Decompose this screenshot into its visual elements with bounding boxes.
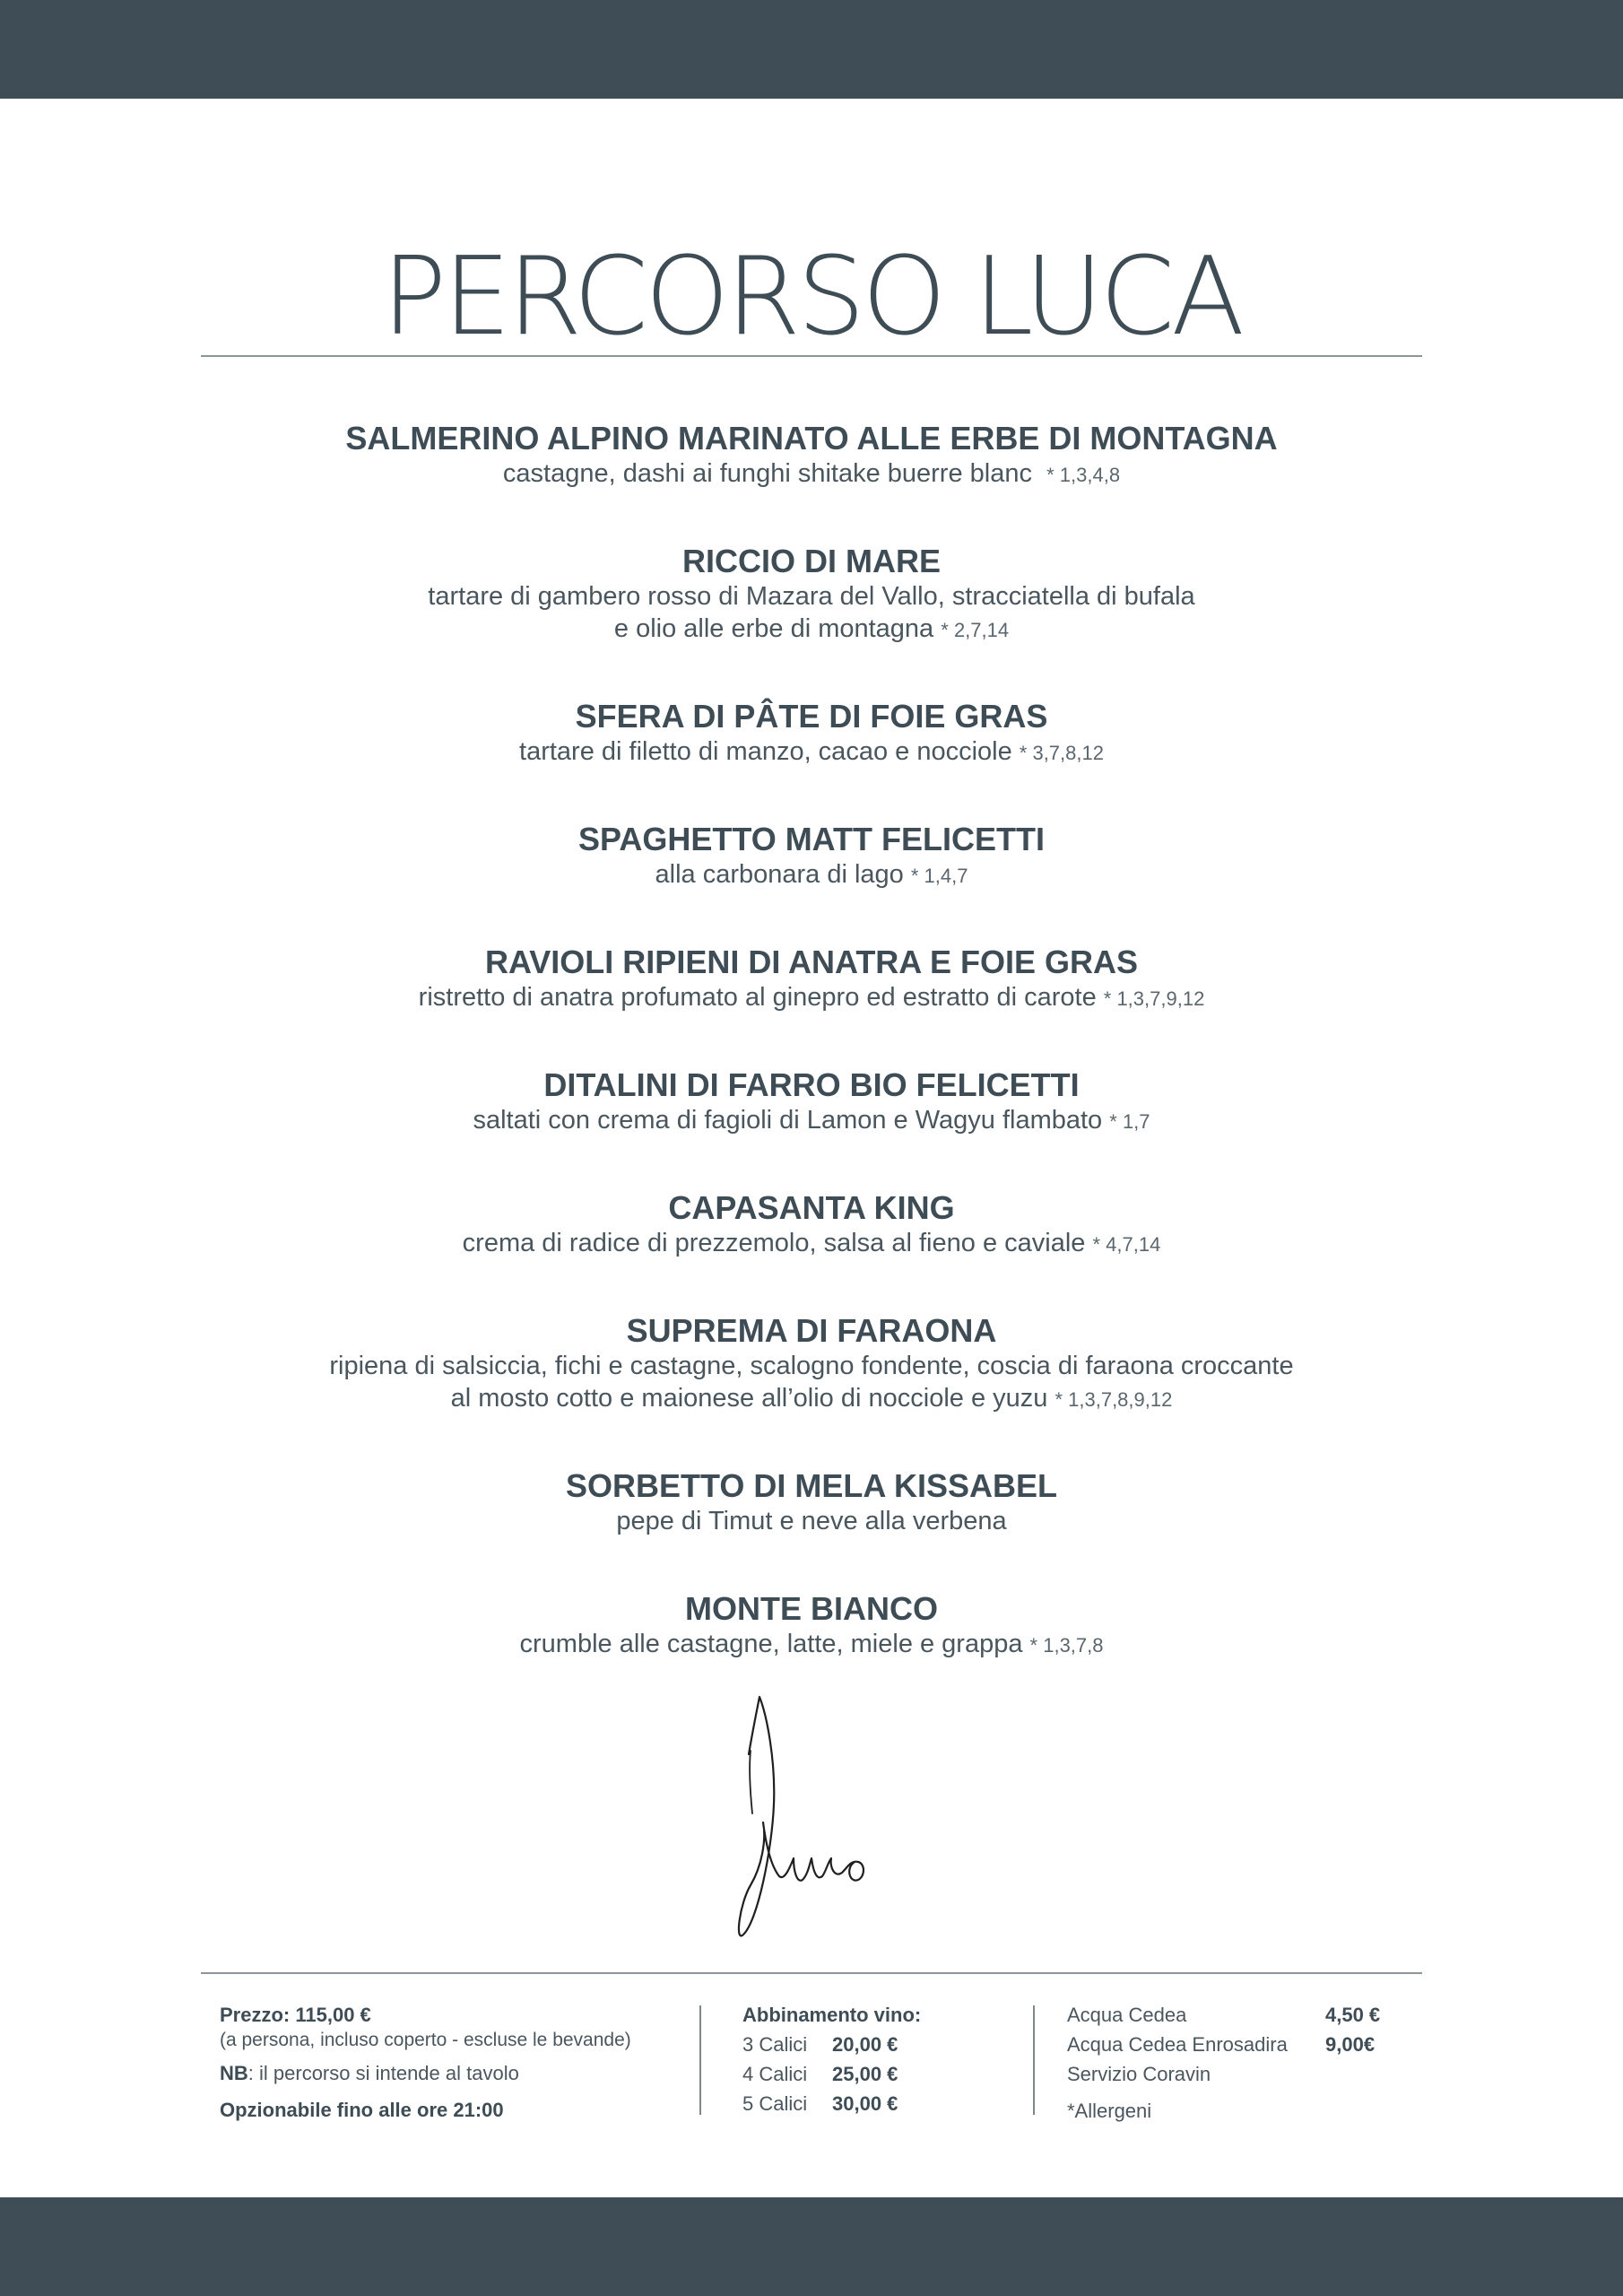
dish-description: saltati con crema di fagioli di Lamon e Wagyu flambato * 1,7 <box>473 1106 1150 1135</box>
dish-name: DITALINI DI FARRO BIO FELICETTI <box>543 1066 1080 1103</box>
course-item <box>0 1066 1623 1189</box>
dish-name: SALMERINO ALPINO MARINATO ALLE ERBE DI MONTAGNA <box>345 420 1278 457</box>
price-note: (a persona, incluso coperto - escluse le bevande) <box>220 2030 631 2050</box>
course-item <box>0 420 1623 543</box>
dish-name: RICCIO DI MARE <box>682 543 941 579</box>
dish-name: MONTE BIANCO <box>685 1590 938 1627</box>
footer-separator <box>1033 2005 1035 2115</box>
chef-signature <box>731 1688 892 1939</box>
course-item <box>0 1467 1623 1590</box>
dish-description: e olio alle erbe di montagna * 2,7,14 <box>613 614 1010 643</box>
allergen-codes: * 1,4,7 <box>910 865 968 887</box>
dish-name: SPAGHETTO MATT FELICETTI <box>578 821 1045 857</box>
dish-description: alla carbonara di lago * 1,4,7 <box>655 860 968 889</box>
course-list <box>0 420 1623 1713</box>
wine-option: 4 Calici 25,00 € <box>742 2063 898 2085</box>
wine-title: Abbinamento vino: <box>742 2004 922 2026</box>
allergen-codes: * 1,3,7,8 <box>1029 1634 1104 1657</box>
dish-name: RAVIOLI RIPIENI DI ANATRA E FOIE GRAS <box>484 944 1139 980</box>
dish-name: SORBETTO DI MELA KISSABEL <box>565 1467 1058 1504</box>
dish-name: SFERA DI PÂTE DI FOIE GRAS <box>575 698 1048 735</box>
footer-divider <box>201 1972 1422 1974</box>
extra-item: Acqua Cedea Enrosadira 9,00€ <box>1067 2033 1376 2056</box>
course-item <box>0 543 1623 698</box>
price-label: Prezzo: 115,00 € <box>220 2004 371 2026</box>
allergen-codes: * 4,7,14 <box>1092 1233 1161 1256</box>
dish-name: CAPASANTA KING <box>668 1189 955 1226</box>
bottom-band <box>0 2197 1623 2296</box>
extra-item: Servizio Coravin <box>1067 2063 1211 2085</box>
dish-name: SUPREMA DI FARAONA <box>626 1312 997 1349</box>
top-band <box>0 0 1623 99</box>
course-item <box>0 1189 1623 1312</box>
footer-separator <box>699 2005 701 2115</box>
dish-description: al mosto cotto e maionese all’olio di nocciole e yuzu * 1,3,7,8,9,12 <box>450 1384 1173 1413</box>
extras-info <box>1067 2000 1408 2126</box>
nb-note: NB: il percorso si intende al tavolo <box>220 2062 519 2084</box>
dish-description: crema di radice di prezzemolo, salsa al fieno e caviale * 4,7,14 <box>462 1229 1161 1257</box>
course-item <box>0 821 1623 944</box>
allergen-note: *Allergeni <box>1067 2100 1152 2122</box>
dish-description: castagne, dashi ai funghi shitake buerre blanc * 1,3,4,8 <box>502 459 1121 488</box>
allergen-codes: * 1,7 <box>1109 1110 1150 1133</box>
price-info <box>220 2000 686 2125</box>
booking-note: Opzionabile fino alle ore 21:00 <box>220 2099 504 2121</box>
title-divider <box>201 355 1422 357</box>
allergen-codes: * 1,3,7,9,12 <box>1103 987 1205 1010</box>
wine-option: 5 Calici 30,00 € <box>742 2092 898 2115</box>
extra-item: Acqua Cedea 4,50 € <box>1067 2004 1381 2026</box>
dish-description: ristretto di anatra profumato al ginepro ed estratto di carote * 1,3,7,9,12 <box>418 983 1205 1012</box>
dish-description: tartare di gambero rosso di Mazara del Vallo, stracciatella di bufala <box>428 582 1195 611</box>
allergen-codes: * 1,3,7,8,9,12 <box>1055 1388 1173 1411</box>
menu-title: PERCORSO LUCA <box>381 235 1242 360</box>
course-item <box>0 1312 1623 1467</box>
course-item <box>0 944 1623 1066</box>
dish-description: tartare di filetto di manzo, cacao e nocciole * 3,7,8,12 <box>519 737 1104 766</box>
wine-option: 3 Calici 20,00 € <box>742 2033 898 2056</box>
wine-pairing <box>742 2000 1011 2118</box>
dish-description: ripiena di salsiccia, fichi e castagne, scalogno fondente, coscia di faraona croccante <box>329 1352 1294 1380</box>
course-item <box>0 698 1623 821</box>
allergen-codes: * 1,3,4,8 <box>1046 464 1121 486</box>
dish-description: crumble alle castagne, latte, miele e grappa * 1,3,7,8 <box>519 1630 1104 1658</box>
allergen-codes: * 3,7,8,12 <box>1019 742 1104 764</box>
dish-description: pepe di Timut e neve alla verbena <box>616 1507 1007 1535</box>
allergen-codes: * 2,7,14 <box>941 619 1010 641</box>
